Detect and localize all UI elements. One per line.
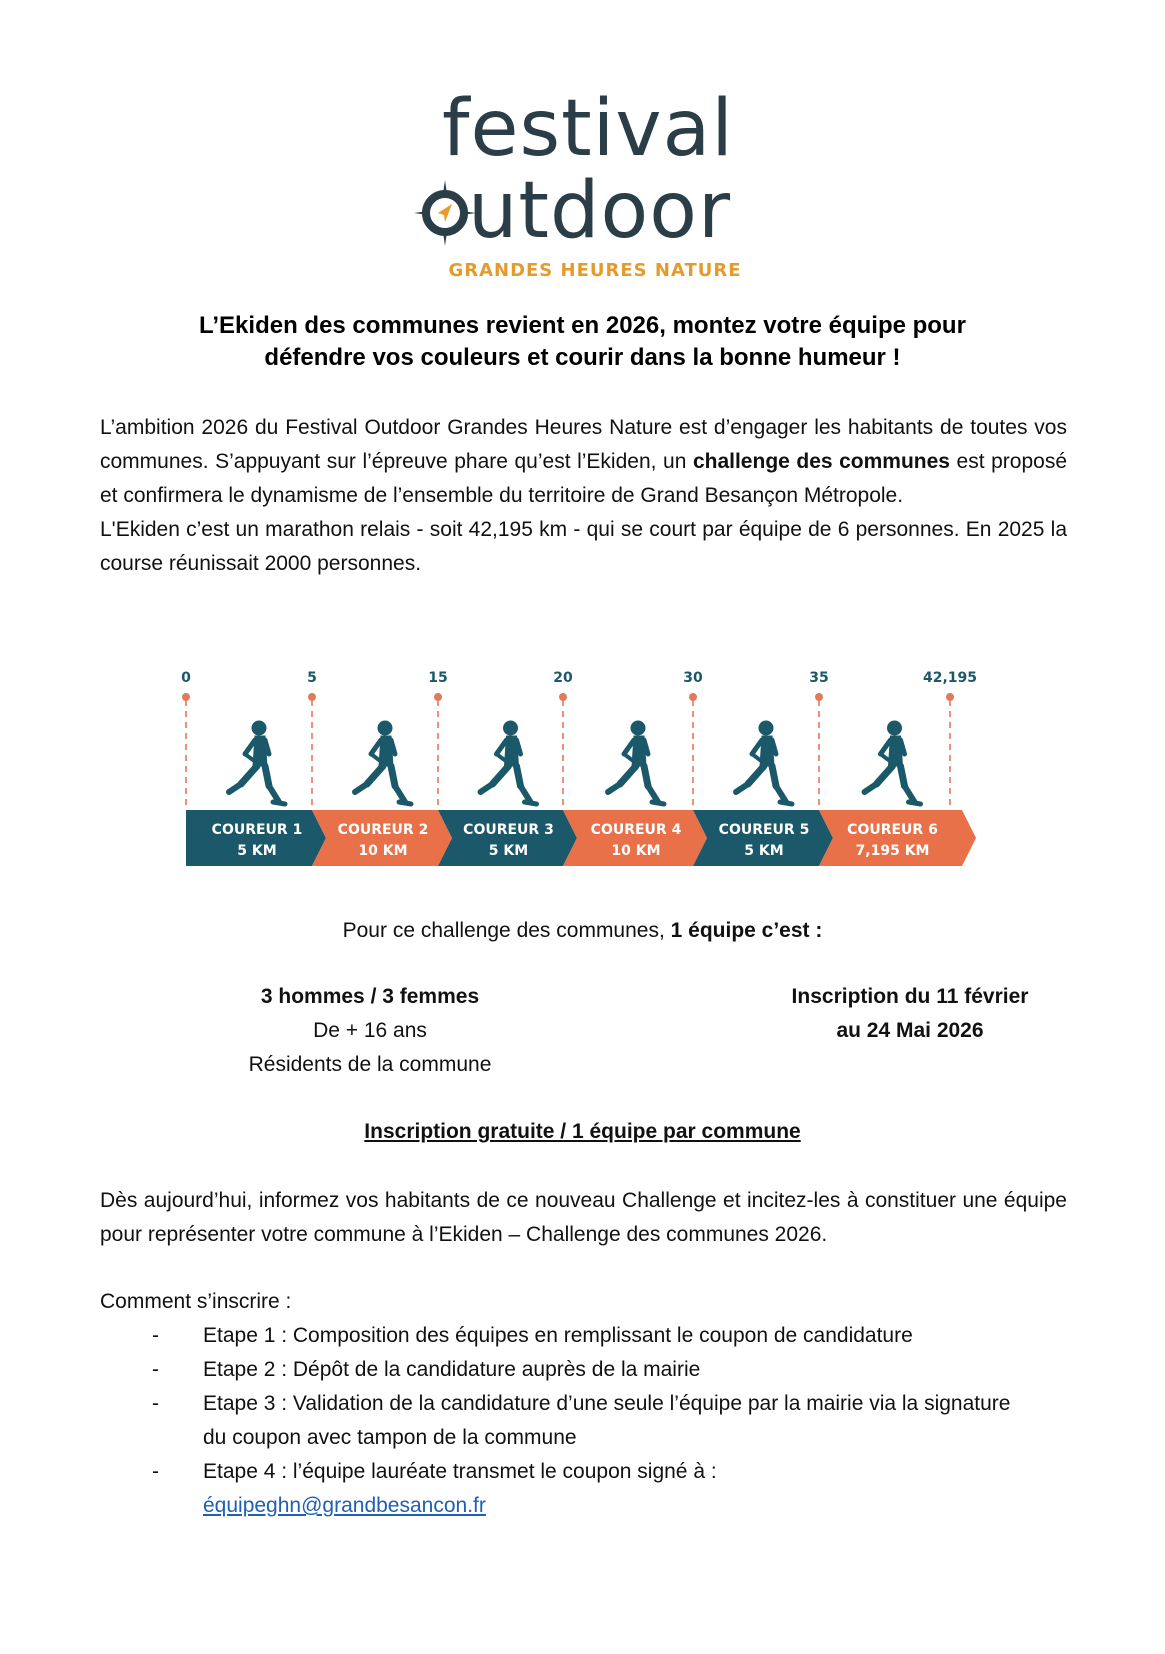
relay-leg-label: COUREUR 2 xyxy=(337,822,429,838)
km-marker-label: 30 xyxy=(683,670,703,686)
bullet-dash: - xyxy=(152,1324,159,1347)
km-marker-label: 0 xyxy=(181,670,191,686)
km-marker-label: 20 xyxy=(553,670,573,686)
logo-festival-text: festival xyxy=(442,84,734,174)
call-to-action-paragraph: Dès aujourd’hui, informez vos habitants de ce nouveau Challenge et incitez-les à constituer une équipe pour représenter votre commune à l’Ekiden – Challenge des communes 2026. xyxy=(100,1189,1067,1246)
runner-icon xyxy=(355,721,411,804)
registration-dates-line-1: Inscription du 11 février xyxy=(791,985,1029,1008)
headline-line-1: L’Ekiden des communes revient en 2026, montez votre équipe pour xyxy=(199,312,966,339)
relay-leg-label: COUREUR 5 xyxy=(718,822,810,838)
free-registration-note: Inscription gratuite / 1 équipe par commune xyxy=(364,1120,801,1143)
bullet-dash: - xyxy=(152,1392,159,1415)
registration-dates-line-2: au 24 Mai 2026 xyxy=(836,1019,984,1042)
step-text: Etape 3 : Validation de la candidature d’une seule l’équipe par la mairie via la signature du coupon avec tampon de la commune xyxy=(203,1392,1011,1449)
team-gender-split: 3 hommes / 3 femmes xyxy=(260,985,480,1008)
intro-paragraph-2: L'Ekiden c’est un marathon relais - soit 42,195 km - qui se court par équipe de 6 personnes. En 2025 la course réunissait 2000 personnes. xyxy=(100,518,1067,575)
team-age: De + 16 ans xyxy=(313,1019,427,1042)
logo-tagline: GRANDES HEURES NATURE xyxy=(448,260,742,281)
relay-leg-label: COUREUR 1 xyxy=(211,822,303,838)
bullet-dash: - xyxy=(152,1460,159,1483)
km-marker-dot xyxy=(182,693,190,701)
bullet-dash: - xyxy=(152,1358,159,1381)
km-marker-dot xyxy=(434,693,442,701)
intro-section xyxy=(100,411,1067,581)
km-marker-dot xyxy=(946,693,954,701)
km-marker-label: 15 xyxy=(428,670,448,686)
step-text: Etape 4 : l’équipe lauréate transmet le coupon signé à : xyxy=(203,1460,717,1483)
step-text: Etape 1 : Composition des équipes en remplissant le coupon de candidature xyxy=(203,1324,913,1347)
km-marker-dot xyxy=(308,693,316,701)
intro-bold-text: challenge des communes xyxy=(692,450,950,473)
km-marker-dot xyxy=(689,693,697,701)
relay-diagram xyxy=(170,660,990,875)
step-item xyxy=(100,1353,1080,1387)
relay-leg-distance: 5 KM xyxy=(488,843,529,859)
relay-leg-distance: 5 KM xyxy=(744,843,784,859)
team-intro xyxy=(0,914,1165,948)
festival-outdoor-logo xyxy=(400,84,780,292)
runner-icon xyxy=(481,721,537,804)
intro-paragraph-1 xyxy=(100,411,1067,513)
intro-text-cont: est proposé et confirmera le dynamisme de l’ensemble du territoire de Grand Besançon Métropole. xyxy=(100,450,1068,507)
km-marker-dot xyxy=(815,693,823,701)
relay-leg-label: COUREUR 3 xyxy=(463,822,554,838)
relay-leg-distance: 7,195 KM xyxy=(855,843,930,859)
registration-steps xyxy=(100,1319,1080,1523)
intro-text: L’ambition 2026 du Festival Outdoor Grandes Heures Nature est d’engager les habitants de toutes vos communes. S’appuyant sur l’épreuve phare qu’est l’Ekiden, un xyxy=(100,416,1067,473)
team-residence: Résidents de la commune xyxy=(248,1053,492,1076)
email-link[interactable]: équipeghn@grandbesancon.fr xyxy=(203,1494,486,1517)
step-item xyxy=(100,1319,1080,1353)
step-text: Etape 2 : Dépôt de la candidature auprès de la mairie xyxy=(203,1358,701,1381)
team-intro-bold: 1 équipe c’est : xyxy=(670,919,823,942)
relay-leg-label: COUREUR 4 xyxy=(590,822,682,838)
runner-icon xyxy=(608,721,664,804)
relay-leg-distance: 10 KM xyxy=(611,843,661,859)
runner-icon xyxy=(865,721,921,804)
step-item xyxy=(100,1387,1080,1455)
km-marker-label: 35 xyxy=(809,670,829,686)
relay-leg-label: COUREUR 6 xyxy=(847,822,938,838)
runner-icon xyxy=(229,721,285,804)
registration-dates xyxy=(730,980,1090,1048)
km-marker-label: 42,195 xyxy=(922,670,978,686)
logo-outdoor-text: utdoor xyxy=(468,166,732,256)
relay-leg-distance: 10 KM xyxy=(358,843,408,859)
km-marker-dot xyxy=(559,693,567,701)
step-item xyxy=(100,1455,1080,1523)
team-intro-text: Pour ce challenge des communes, xyxy=(342,919,671,942)
runner-icon xyxy=(736,721,792,804)
headline-line-2: défendre vos couleurs et courir dans la bonne humeur ! xyxy=(264,344,901,371)
relay-leg-distance: 5 KM xyxy=(237,843,277,859)
compass-icon xyxy=(414,180,476,246)
km-marker-label: 5 xyxy=(307,670,317,686)
team-requirements xyxy=(200,980,540,1082)
headline xyxy=(100,310,1065,374)
how-to-register-title: Comment s’inscrire : xyxy=(100,1290,292,1313)
